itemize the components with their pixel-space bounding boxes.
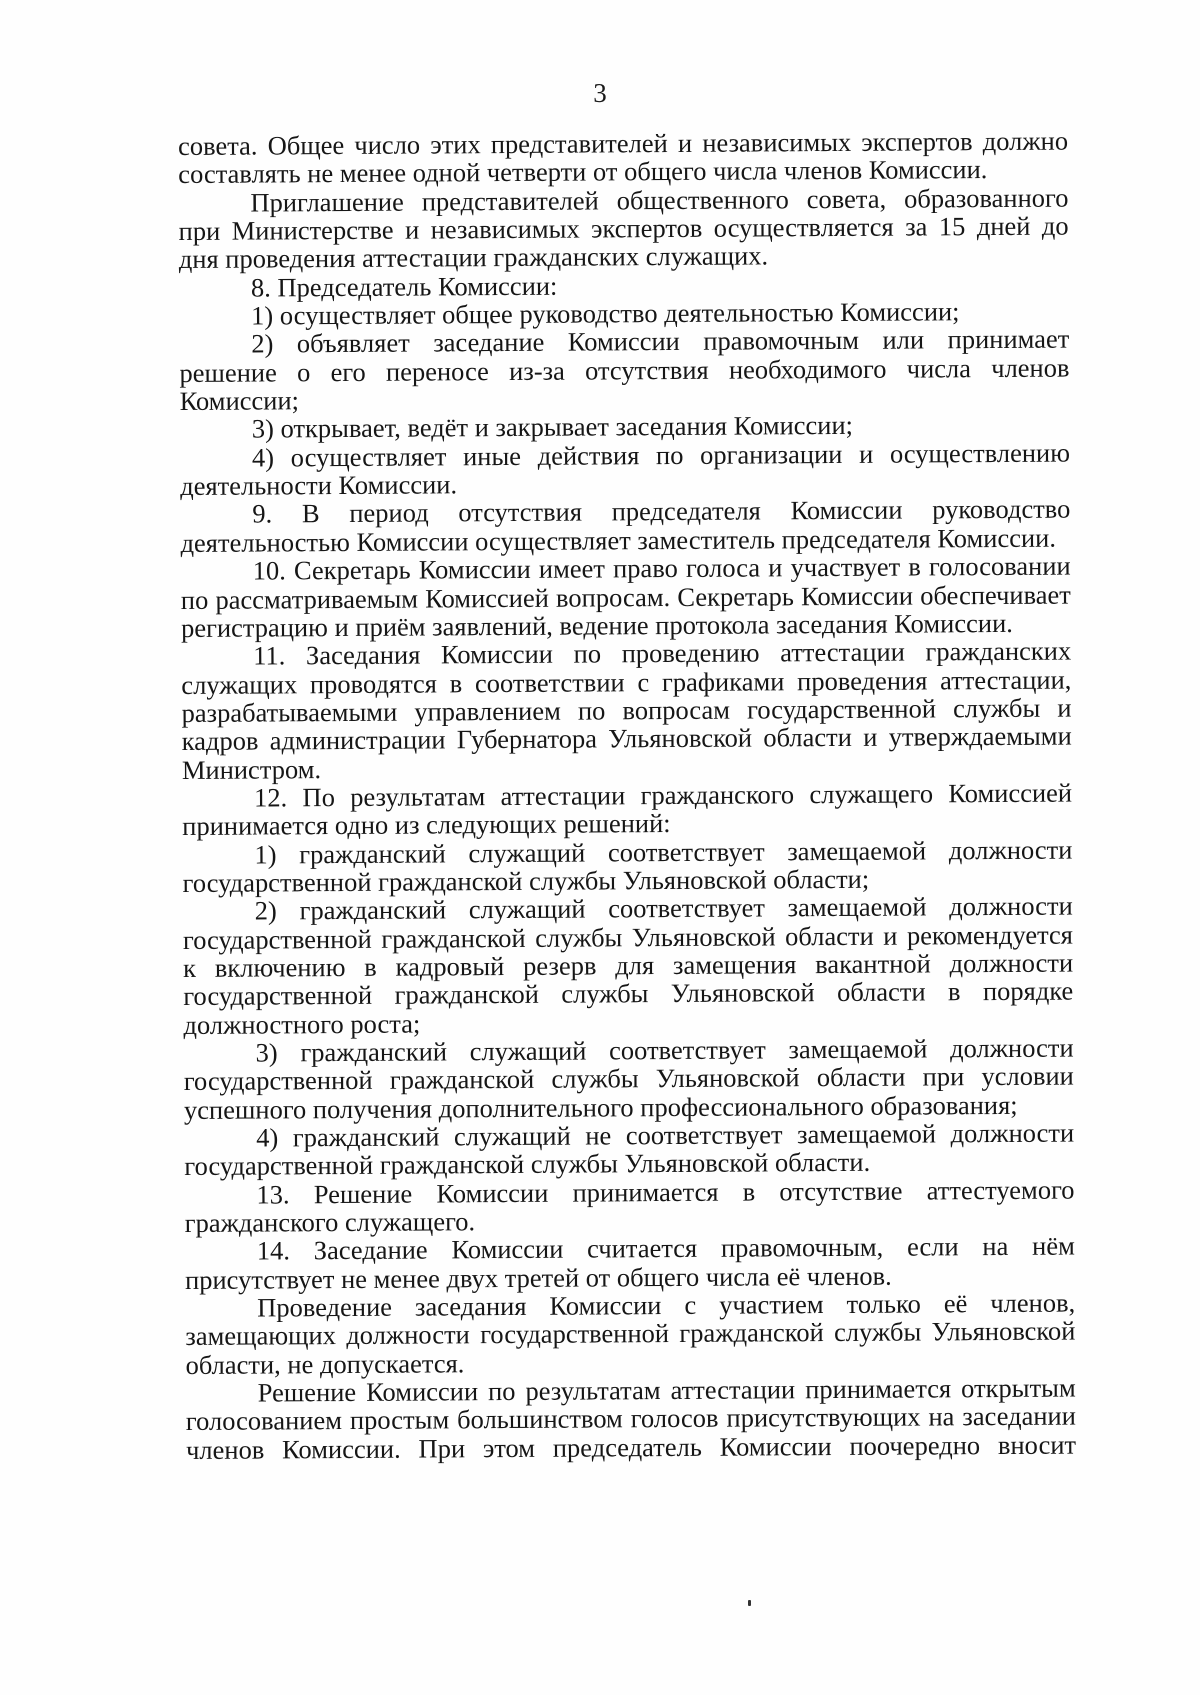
clause-8-item-2: 2) объявляет заседание Комиссии правомочным или принимает решение о его переносе из-за отсутствия необходимого числа членов Комиссии; xyxy=(179,323,1070,417)
clause-8-item-4: 4) осуществляет иные действия по организации и осуществлению деятельности Комиссии. xyxy=(180,437,1071,502)
clause-12-item-2: 2) гражданский служащий соответствует замещаемой должности государственной гражданской службы Ульяновской области и рекомендуется к включению в кадровый резерв для замещения вакантной должности государственной гражданской службы Ульяновской области в порядке должностного роста; xyxy=(182,890,1074,1040)
clause-12-heading: 12. По результатам аттестации гражданского служащего Комиссией принимается одно из следующих решений: xyxy=(182,777,1073,842)
clause-14: 14. Заседание Комиссии считается правомочным, если на нём присутствует не менее двух третей от общего числа её членов. xyxy=(184,1230,1075,1295)
paragraph-continuation: совета. Общее число этих представителей и независимых экспертов должно составлять не менее одной четверти от общего числа членов Комиссии. xyxy=(177,125,1069,190)
clause-8-item-3: 3) открывает, ведёт и закрывает заседания Комиссии; xyxy=(251,410,854,444)
document-body xyxy=(178,127,1076,1465)
page-number: 3 xyxy=(593,78,607,108)
paragraph-invitation: Приглашение представителей общественного совета, образованного при Министерстве и независимых экспертов осуществляется за 15 дней до дня проведения аттестации гражданских служащих. xyxy=(178,182,1069,275)
clause-12-item-4: 4) гражданский служащий не соответствует замещаемой должности государственной гражданской службы Ульяновской области. xyxy=(184,1117,1075,1182)
clause-8-item-1: 1) осуществляет общее руководство деятельностью Комиссии; xyxy=(251,296,960,331)
clause-13: 13. Решение Комиссии принимается в отсутствие аттестуемого гражданского служащего. xyxy=(184,1174,1075,1239)
clause-12-item-3: 3) гражданский служащий соответствует замещаемой должности государственной гражданской службы Ульяновской области при условии успешного получения дополнительного профессионального образования; xyxy=(183,1032,1074,1125)
clause-8-heading: 8. Председатель Комиссии: xyxy=(250,270,558,303)
clause-12-item-1: 1) гражданский служащий соответствует замещаемой должности государственной гражданской службы Ульяновской области; xyxy=(182,834,1073,898)
paragraph-members-only: Проведение заседания Комиссии с участием только её членов, замещающих должности государственной гражданской службы Ульяновской области, не допускается. xyxy=(185,1287,1076,1380)
clause-11: 11. Заседания Комиссии по проведению аттестации гражданских служащих проводятся в соответствии с графиками проведения аттестации, разрабатываемыми управлением по вопросам государственной службы и кадров администрации Губернатора Ульяновской области и утверждаемыми Министром. xyxy=(181,635,1072,785)
clause-9: 9. В период отсутствия председателя Комиссии руководство деятельностью Комиссии осуществляет заместитель председателя Комиссии. xyxy=(180,494,1071,558)
paragraph-decision-voting: Решение Комиссии по результатам аттестации принимается открытым голосованием простым большинством голосов присутствующих на заседании членов Комиссии. При этом председатель Комиссии поочередно вносит xyxy=(185,1372,1077,1465)
scan-speck xyxy=(748,1600,751,1606)
clause-10: 10. Секретарь Комиссии имеет право голоса и участвует в голосовании по рассматриваемым Комиссией вопросам. Секретарь Комиссии обеспечивает регистрацию и приём заявлений, ведение протокола заседания Комиссии. xyxy=(180,550,1071,643)
